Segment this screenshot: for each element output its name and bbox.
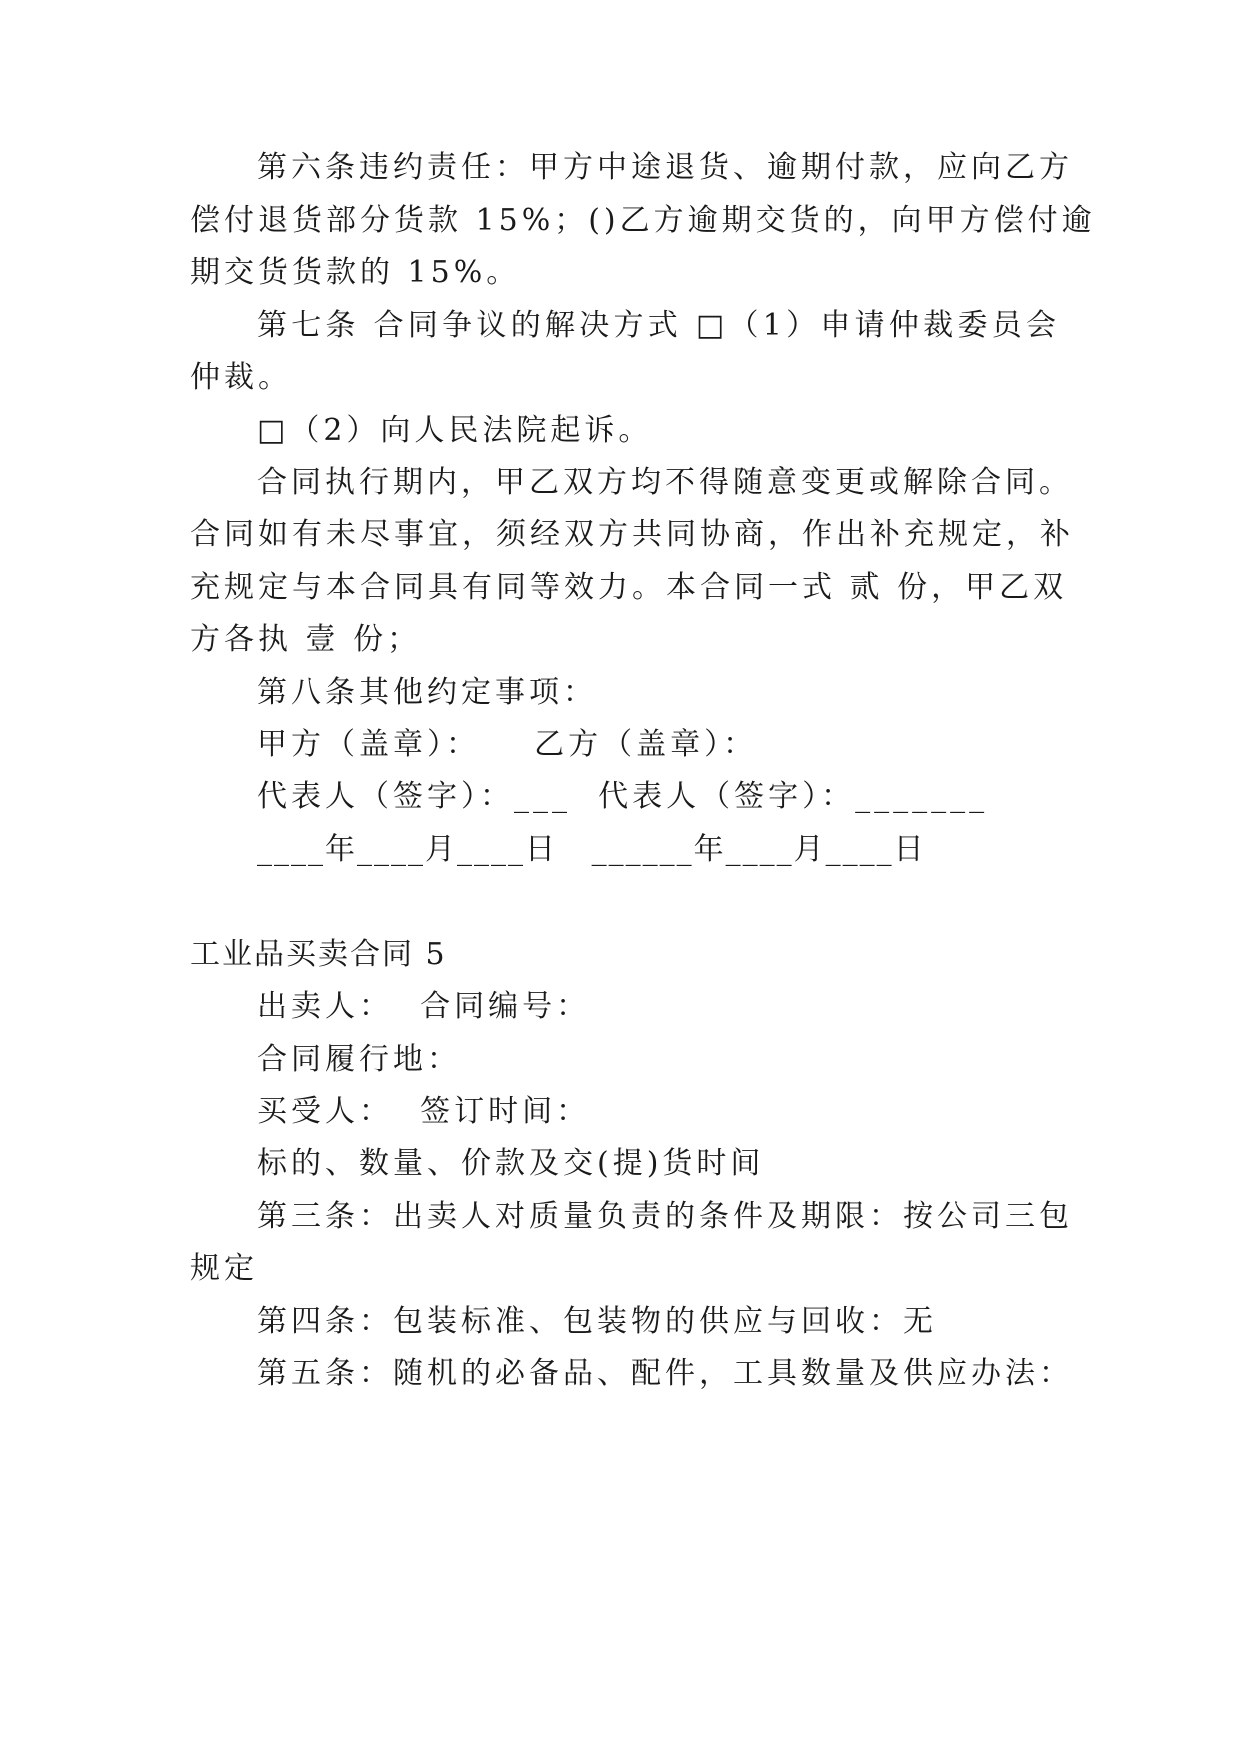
article-7-option-2: □（2）向人民法院起诉。 <box>257 413 653 448</box>
execution-line-3: 充规定与本合同具有同等效力。本合同一式 贰 份，甲乙双 <box>190 570 1068 605</box>
execution-line-2: 合同如有未尽事宜，须经双方共同协商，作出补充规定，补 <box>190 517 1074 552</box>
buyer-line: 买受人： 签订时间： <box>257 1094 591 1129</box>
article-3-line-1: 第三条：出卖人对质量负责的条件及期限：按公司三包 <box>257 1199 1073 1234</box>
subject-line: 标的、数量、价款及交(提)货时间 <box>257 1146 765 1181</box>
date-line: ____年____月____日 ______年____月____日 <box>257 832 926 867</box>
seller-line: 出卖人： 合同编号： <box>257 989 591 1024</box>
article-3-line-2: 规定 <box>190 1251 258 1286</box>
article-4: 第四条：包装标准、包装物的供应与回收：无 <box>257 1304 937 1339</box>
article-7-line-2: 仲裁。 <box>190 360 292 395</box>
article-6-line-1: 第六条违约责任：甲方中途退货、逾期付款，应向乙方 <box>257 150 1073 185</box>
article-6-line-3: 期交货货款的 15%。 <box>190 255 521 290</box>
contract-5-title: 工业品买卖合同 5 <box>190 937 447 972</box>
seal-line: 甲方（盖章）： 乙方（盖章）： <box>257 727 758 762</box>
place-line: 合同履行地： <box>257 1042 461 1077</box>
execution-line-4: 方各执 壹 份； <box>190 622 422 657</box>
representative-line: 代表人（签字）：___ 代表人（签字）：_______ <box>257 779 989 814</box>
execution-line-1: 合同执行期内，甲乙双方均不得随意变更或解除合同。 <box>257 465 1073 500</box>
article-8: 第八条其他约定事项： <box>257 675 597 710</box>
article-7-line-1: 第七条 合同争议的解决方式 □（1）申请仲裁委员会 <box>257 308 1060 343</box>
article-5: 第五条：随机的必备品、配件，工具数量及供应办法： <box>257 1356 1073 1391</box>
article-6-line-2: 偿付退货部分货款 15%；()乙方逾期交货的，向甲方偿付逾 <box>190 203 1096 238</box>
